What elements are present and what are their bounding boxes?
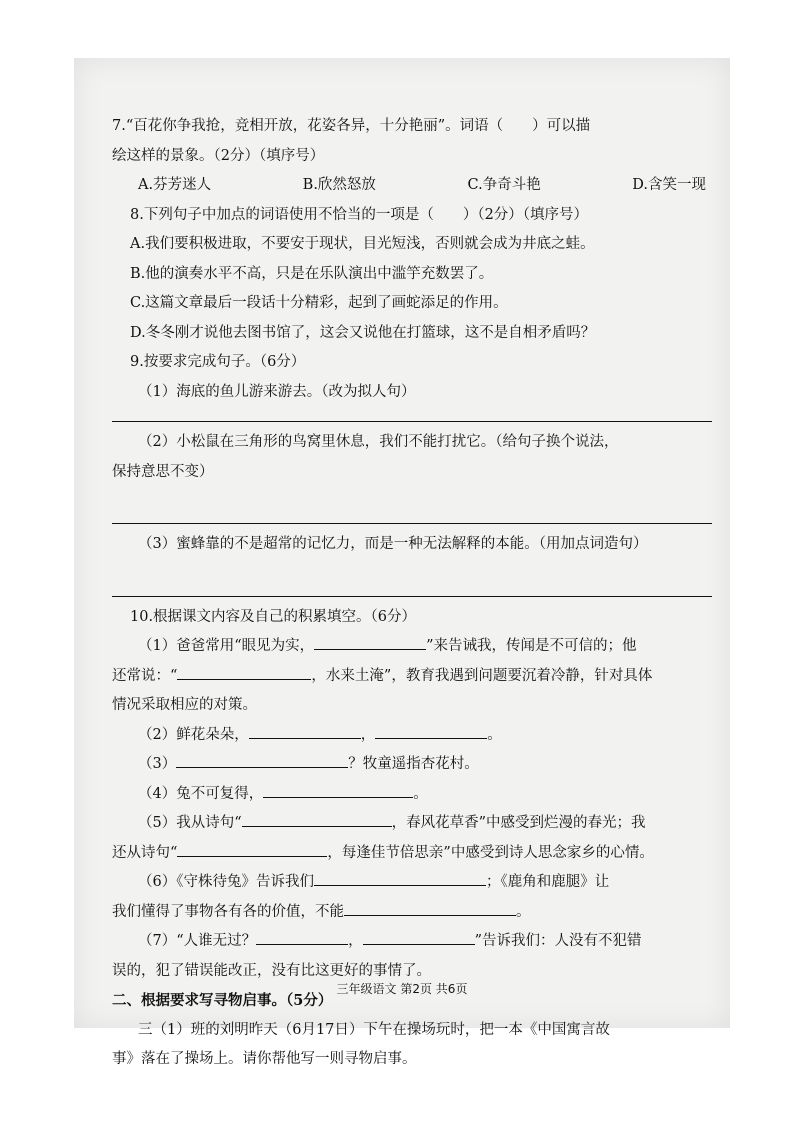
- q10-blank-4[interactable]: [375, 722, 487, 739]
- q10-stem: 10.根据课文内容及自己的积累填空。（6分）: [130, 608, 417, 625]
- q9-s1: （1）海底的鱼儿游来游去。（改为拟人句）: [138, 383, 416, 400]
- q7-option-c: C.争奇斗艳: [467, 177, 541, 193]
- section2-para2: 事》落在了操场上。请你帮他写一则寻物启事。: [112, 1051, 417, 1067]
- q7-line2: 绘这样的景象。（2分）（填序号）: [112, 147, 325, 164]
- q8-option-a: A.我们要积极进取，不要安于现状，目光短浅，否则就会成为井底之蛙。: [130, 236, 595, 252]
- text: ”告诉我们：人没有不犯错: [474, 933, 642, 949]
- text: ”来告诫我，传闻是不可信的；他: [426, 638, 637, 654]
- q7-option-b: B.欣然怒放: [302, 177, 376, 193]
- q10-item6-line1: [112, 868, 712, 898]
- q8-stem: 8.下列句子中加点的词语使用不恰当的一项是（ ）（2分）（填序号）: [130, 206, 589, 223]
- text: 。: [413, 785, 428, 802]
- page-content: [112, 112, 712, 1075]
- q10-blank-7[interactable]: [242, 810, 392, 827]
- q10-item7-line2: 误的，犯了错误能改正，没有比这更好的事情了。: [112, 962, 431, 979]
- q10-item4: [112, 780, 712, 810]
- q10-blank-9[interactable]: [314, 869, 486, 886]
- text: （5）我从诗句“: [138, 815, 242, 831]
- text: ，水来土淹”，教育我遇到问题要沉着冷静，针对具体: [311, 667, 653, 684]
- text: 还从诗句“: [112, 844, 178, 861]
- page-footer: 三年级语文 第2页 共6页: [336, 982, 468, 996]
- section2-title: 二、根据要求写寻物启事。（5分）: [112, 992, 333, 1009]
- text: ，春风花草香”中感受到烂漫的春光；我: [391, 815, 646, 831]
- q9-s2-answer-line[interactable]: [112, 489, 712, 524]
- q7-option-a: A.芬芳迷人: [138, 177, 212, 193]
- q7-option-d: D.含笑一现: [632, 177, 706, 193]
- q9-s2a: （2）小松鼠在三角形的鸟窝里休息，我们不能打扰它。（给句子换个说法，: [138, 434, 619, 450]
- q10-item6-line2: [112, 898, 712, 928]
- q10-blank-3[interactable]: [249, 722, 361, 739]
- q10-item5-line1: [112, 809, 712, 839]
- q10-blank-6[interactable]: [263, 781, 413, 798]
- q10-item2: [112, 721, 712, 751]
- q10-item1-line2: [112, 662, 712, 692]
- text: （1）爸爸常用“眼见为实，: [138, 638, 315, 654]
- q7-options: [112, 171, 712, 201]
- q10-blank-11[interactable]: [256, 928, 348, 945]
- q9-s3: （3）蜜蜂靠的不是超常的记忆力，而是一种无法解释的本能。（用加点词造句）: [138, 536, 648, 552]
- text: ；《鹿角和鹿腿》让: [485, 874, 610, 890]
- q10-blank-5[interactable]: [176, 751, 348, 768]
- text: ？牧童遥指杏花村。: [348, 756, 479, 772]
- q8-option-b: B.他的演奏水平不高，只是在乐队演出中滥竽充数罢了。: [130, 265, 494, 282]
- text: 还常说：“: [112, 667, 178, 684]
- q10-blank-10[interactable]: [344, 899, 516, 916]
- text: ，: [348, 933, 363, 949]
- q10-item5-line2: [112, 839, 712, 869]
- q8-option-d: D.冬冬刚才说他去图书馆了，这会又说他在打篮球，这不是自相矛盾吗？: [130, 324, 596, 341]
- text: 。: [516, 903, 531, 920]
- q9-s3-answer-line[interactable]: [112, 562, 712, 597]
- q10-blank-8[interactable]: [177, 840, 327, 857]
- q10-blank-2[interactable]: [177, 663, 311, 680]
- section2-para1: 三（1）班的刘明昨天（6月17日）下午在操场玩时，把一本《中国寓言故: [138, 1021, 610, 1038]
- text: （4）兔不可复得，: [138, 785, 264, 802]
- text: ，每逢佳节倍思亲”中感受到诗人思念家乡的心情。: [327, 844, 654, 861]
- text: （6）《守株待兔》告诉我们: [138, 874, 314, 890]
- text: （2）鲜花朵朵，: [138, 726, 249, 743]
- text: 。: [487, 726, 502, 743]
- q10-blank-1[interactable]: [314, 633, 426, 650]
- q10-item1-line1: [112, 632, 712, 662]
- q7-line1: 7.“百花你争我抢，竞相开放，花姿各异，十分艳丽”。词语（ ）可以描: [112, 118, 591, 134]
- text: ，: [360, 726, 376, 743]
- exam-page: [74, 58, 730, 1067]
- q9-s1-answer-line[interactable]: [112, 409, 712, 422]
- q8-option-c: C.这篇文章最后一段话十分精彩，起到了画蛇添足的作用。: [130, 295, 508, 311]
- q10-item3: [112, 750, 712, 780]
- q10-item7-line1: [112, 927, 712, 957]
- text: 我们懂得了事物各有各的价值，不能: [112, 903, 344, 920]
- q9-stem: 9.按要求完成句子。（6分）: [130, 354, 306, 370]
- q9-s2b: 保持意思不变）: [112, 463, 214, 480]
- q10-item1-line3: 情况采取相应的对策。: [112, 697, 257, 713]
- text: （7）“人谁无过？: [138, 933, 257, 949]
- text: （3）: [138, 756, 177, 772]
- q10-blank-12[interactable]: [363, 928, 475, 945]
